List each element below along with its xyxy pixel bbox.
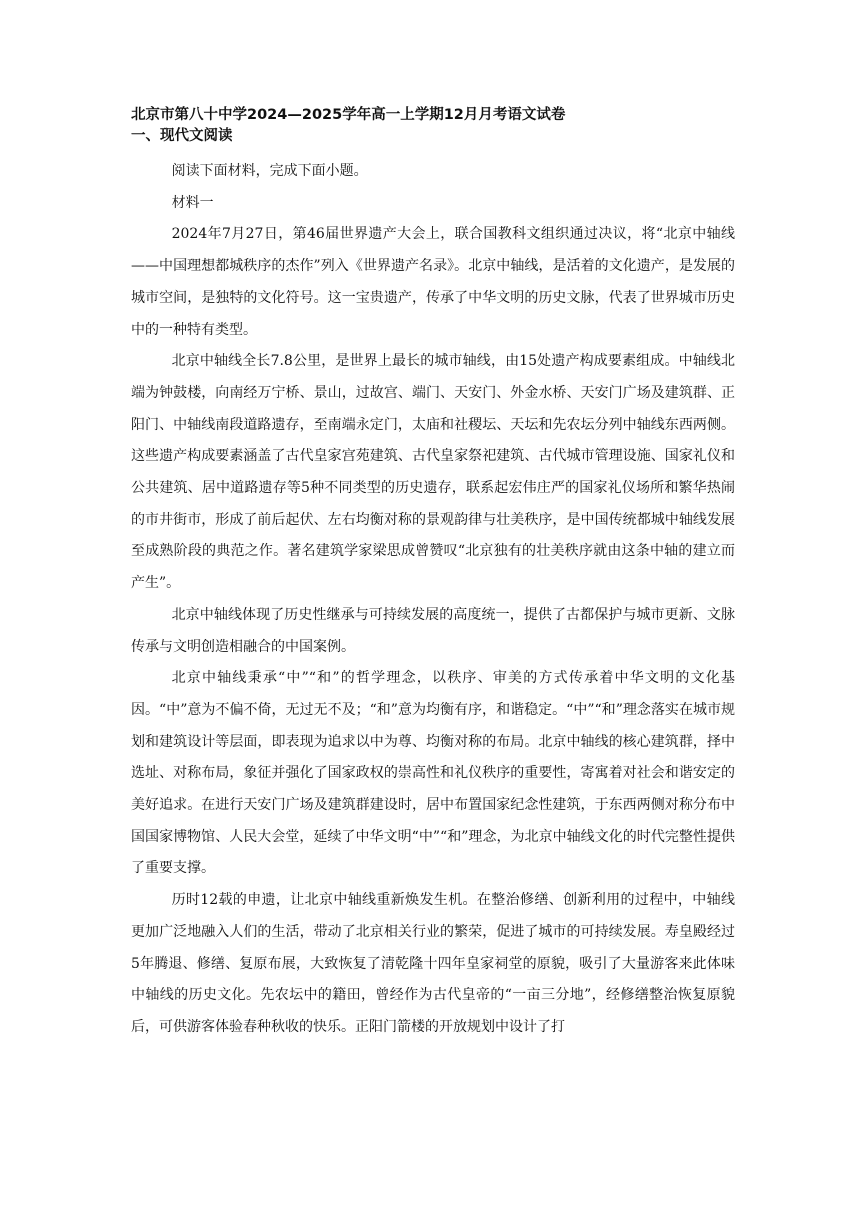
document-body xyxy=(131,156,735,1044)
paragraph: 历时12载的申遗，让北京中轴线重新焕发生机。在整治修缮、创新利用的过程中，中轴线更加广泛地融入人们的生活，带动了北京相关行业的繁荣，促进了城市的可持续发展。寿皇殿经过5年腾退、修缮、复原布展，大致恢复了清乾隆十四年皇家祠堂的原貌，吸引了大量游客来此体味中轴线的历史文化。先农坛中的籍田，曾经作为古代皇帝的“一亩三分地”，经修缮整治恢复原貌后，可供游客体验春种秋收的快乐。正阳门箭楼的开放规划中设计了打 xyxy=(131,892,735,1035)
section-heading: 一、现代文阅读 xyxy=(131,128,233,144)
document-title: 北京市第八十中学2024—2025学年高一上学期12月月考语文试卷 xyxy=(131,107,566,123)
paragraph: 2024年7月27日，第46届世界遗产大会上，联合国教科文组织通过决议，将“北京中轴线——中国理想都城秩序的杰作”列入《世界遗产名录》。北京中轴线，是活着的文化遗产，是发展的城市空间，是独特的文化符号。这一宝贵遗产，传承了中华文明的历史文脉，代表了世界城市历史中的一种特有类型。 xyxy=(131,226,735,338)
paragraph: 北京中轴线秉承“中”“和”的哲学理念，以秩序、审美的方式传承着中华文明的文化基因。“中”意为不偏不倚，无过无不及；“和”意为均衡有序，和谐稳定。“中”“和”理念落实在城市规划和建筑设计等层面，即表现为追求以中为尊、均衡对称的布局。北京中轴线的核心建筑群，择中选址、对称布局，象征并强化了国家政权的崇高性和礼仪秩序的重要性，寄寓着对社会和谐安定的美好追求。在进行天安门广场及建筑群建设时，居中布置国家纪念性建筑，于东西两侧对称分布中国国家博物馆、人民大会堂，延续了中华文明“中”“和”理念，为北京中轴线文化的时代完整性提供了重要支撑。 xyxy=(131,670,735,877)
material-label: 材料一 xyxy=(171,194,214,211)
paragraph: 北京中轴线体现了历史性继承与可持续发展的高度统一，提供了古都保护与城市更新、文脉传承与文明创造相融合的中国案例。 xyxy=(131,606,735,655)
paragraph: 北京中轴线全长7.8公里，是世界上最长的城市轴线，由15处遗产构成要素组成。中轴线北端为钟鼓楼，向南经万宁桥、景山，过故宫、端门、天安门、外金水桥、天安门广场及建筑群、正阳门、中轴线南段道路遗存，至南端永定门，太庙和社稷坛、天坛和先农坛分列中轴线东西两侧。这些遗产构成要素涵盖了古代皇家宫苑建筑、古代皇家祭祀建筑、古代城市管理设施、国家礼仪和公共建筑、居中道路遗存等5种不同类型的历史遗存，联系起宏伟庄严的国家礼仪场所和繁华热闹的市井街市，形成了前后起伏、左右均衡对称的景观韵律与壮美秩序，是中国传统都城中轴线发展至成熟阶段的典范之作。著名建筑学家梁思成曾赞叹“北京独有的壮美秩序就由这条中轴的建立而产生”。 xyxy=(131,353,735,592)
instruction-text: 阅读下面材料，完成下面小题。 xyxy=(171,163,368,179)
